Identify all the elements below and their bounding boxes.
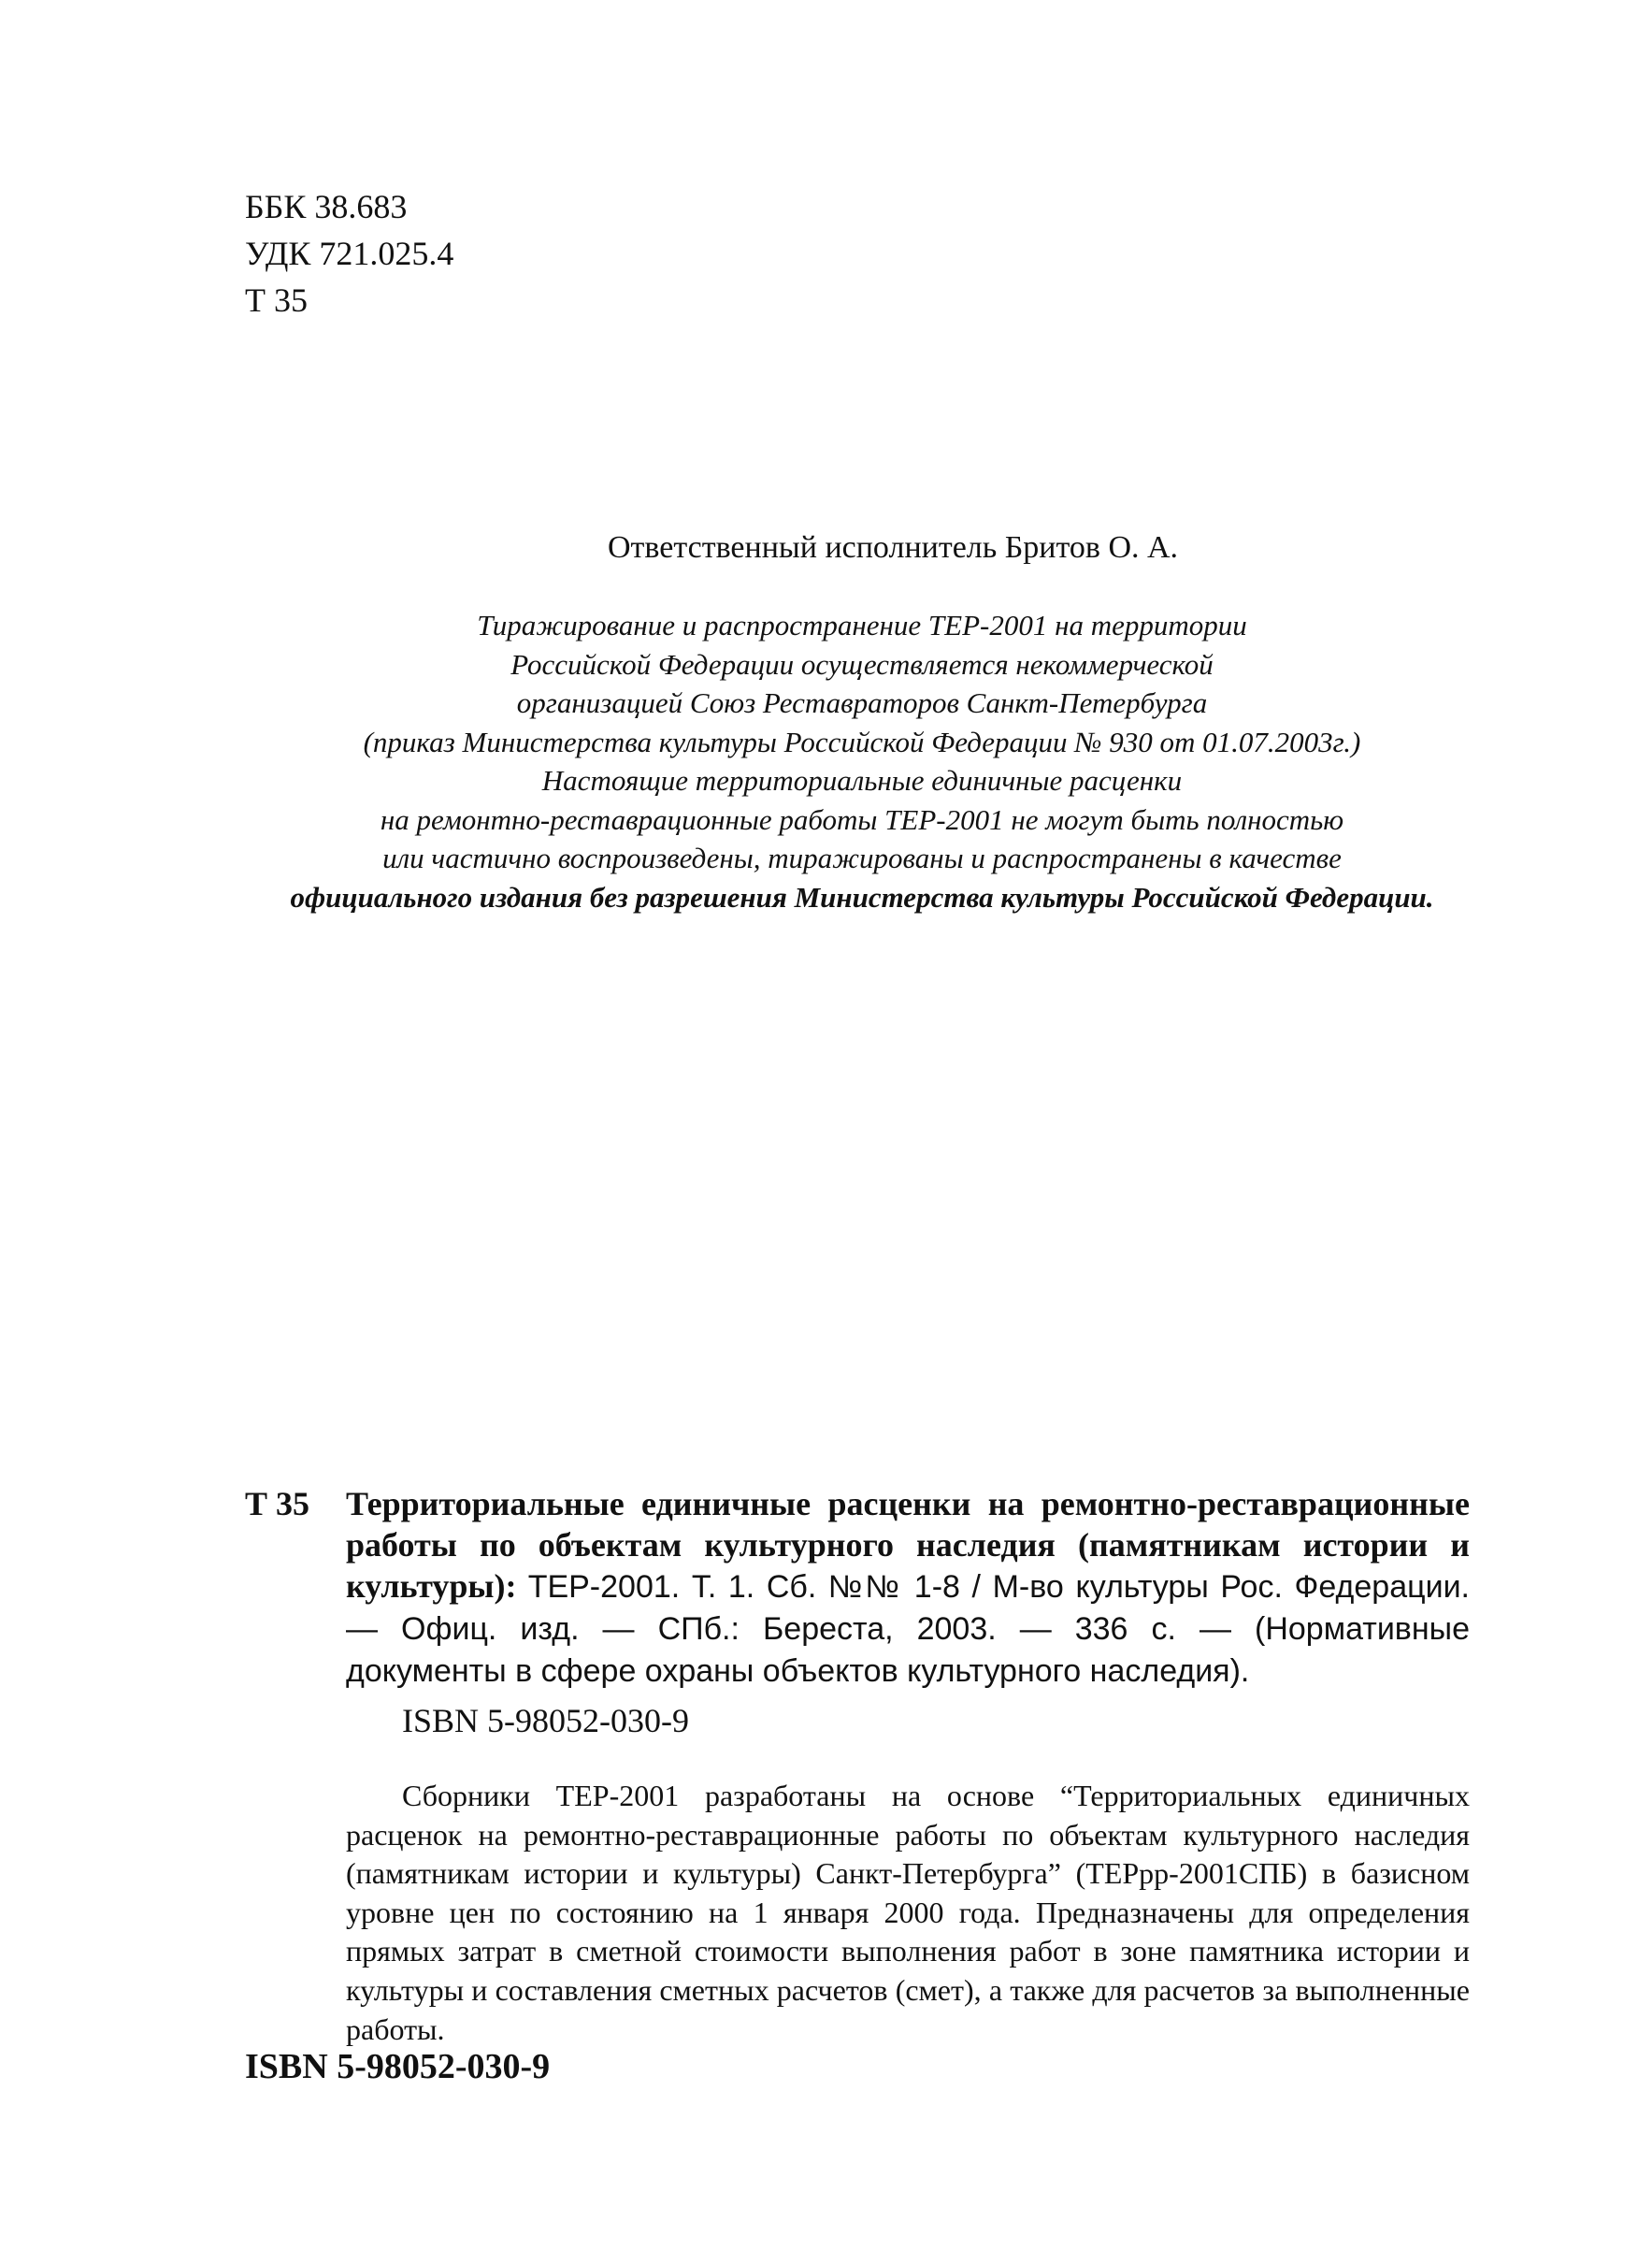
responsible-executor: Ответственный исполнитель Бритов О. А.	[608, 530, 1179, 565]
bibliographic-record	[346, 1483, 1470, 1692]
notice-line: Российской Федерации осуществляется некоммерческой	[510, 647, 1214, 681]
classification-block	[245, 183, 453, 324]
book-title: Территориальные единичные расценки на ремонтно-реставрационные работы по объектам культурного наследия (памятникам истории и культуры):	[346, 1485, 1470, 1605]
annotation	[346, 1777, 1470, 2049]
notice-line: Настоящие территориальные единичные расценки	[541, 764, 1183, 797]
notice-line: или частично воспроизведены, тиражированы и распространены в качестве	[382, 842, 1342, 874]
footer-isbn: ISBN 5-98052-030-9	[245, 2047, 551, 2086]
notice-line: (приказ Министерства культуры Российской Федерации № 930 от 01.07.2003г.)	[363, 725, 1361, 758]
udk-code: УДК 721.025.4	[245, 235, 454, 272]
bbk-code: ББК 38.683	[245, 188, 408, 225]
annotation-text: Сборники ТЕР-2001 разработаны на основе “Территориальных единичных расценок на ремонтно-реставрационные работы по объектам культурного наследия (памятникам истории и культуры) Санкт-Петербурга” (ТЕРрр-2001СПБ) в базисном уровне цен по состоянию на 1 января 2000 года. Предназначены для определения прямых затрат в сметной стоимости выполнения работ в зоне памятника истории и культуры и составления сметных расчетов (смет), а также для расчетов за выполненные работы.	[346, 1779, 1470, 2046]
author-mark: Т 35	[245, 281, 308, 319]
notice-line: организацией Союз Реставраторов Санкт-Петербурга	[516, 686, 1208, 719]
notice-line: официального издания без разрешения Министерства культуры Российской Федерации.	[290, 880, 1434, 914]
isbn-record: ISBN 5-98052-030-9	[402, 1702, 689, 1739]
book-details: ТЕР-2001. Т. 1. Сб. №№ 1-8 / М-во культуры Рос. Федерации. — Офиц. изд. — СПб.: Береста, 2003. — 336 с. — (Нормативные документы в сфере охраны объектов культурного наследия).	[346, 1569, 1471, 1689]
notice-line: на ремонтно-реставрационные работы ТЕР-2001 не могут быть полностью	[380, 802, 1344, 836]
notice-line: Тиражирование и распространение ТЕР-2001 на территории	[477, 609, 1247, 642]
bibliography-code: Т 35	[245, 1485, 310, 1522]
copyright-notice	[245, 606, 1479, 916]
